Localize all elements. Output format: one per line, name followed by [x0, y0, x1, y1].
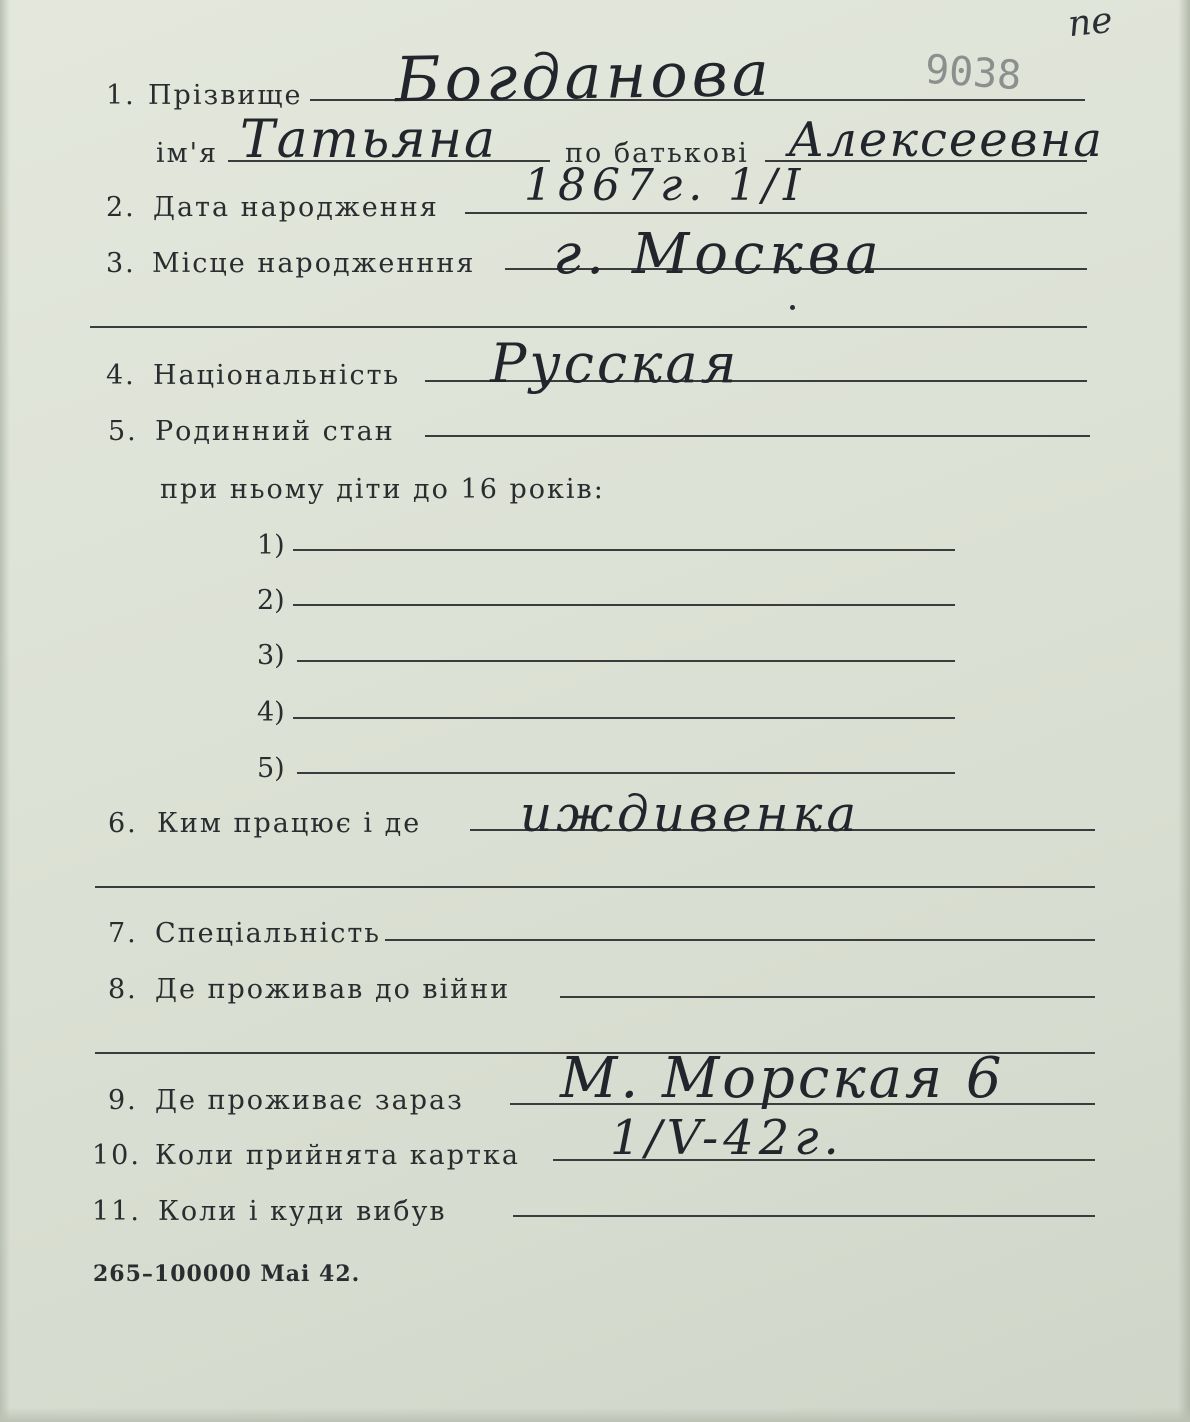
field-5-line: [425, 435, 1090, 437]
field-6-label: Ким працює і де: [157, 808, 422, 839]
patronymic-label: по батькові: [565, 138, 749, 169]
field-9-number: 9.: [108, 1085, 138, 1116]
child-3-number: 3): [257, 640, 285, 671]
handwritten-surname: Богданова: [394, 36, 774, 117]
field-8-number: 8.: [108, 974, 138, 1005]
field-7-number: 7.: [108, 918, 138, 949]
handwritten-birth-place: г. Москва: [553, 222, 884, 287]
field-8-line: [560, 996, 1095, 998]
handwritten-birth-date: 1867г. 1/I: [524, 160, 807, 211]
card-edge-shadow-right: [1178, 0, 1190, 1422]
child-2-line: [293, 604, 955, 606]
pencil-corner-note: пе: [1065, 0, 1115, 46]
child-4-number: 4): [257, 697, 285, 728]
field-6-extra-line: [95, 886, 1095, 888]
pencil-number-note: 9038: [923, 46, 1023, 100]
child-2-number: 2): [257, 585, 285, 616]
field-5-number: 5.: [108, 416, 138, 447]
handwritten-nationality: Русская: [490, 332, 740, 395]
card-edge-shadow-bottom: [0, 1408, 1190, 1422]
handwritten-occupation: иждивенка: [520, 785, 861, 843]
field-11-line: [513, 1215, 1095, 1217]
field-8-label: Де проживав до війни: [155, 974, 511, 1005]
card-edge-shadow-left: [0, 0, 10, 1422]
child-4-line: [293, 717, 955, 719]
children-label: при ньому діти до 16 років:: [160, 474, 605, 505]
field-1-label: Прізвище: [148, 80, 303, 111]
field-11-number: 11.: [92, 1196, 141, 1227]
child-5-line: [297, 772, 955, 774]
handwritten-first-name: Татьяна: [240, 110, 497, 170]
field-10-label: Коли прийнята картка: [155, 1140, 520, 1171]
field-10-number: 10.: [92, 1140, 141, 1171]
print-code: 265–100000 Mai 42.: [93, 1261, 361, 1287]
handwritten-patronymic: Алексеевна: [788, 112, 1104, 168]
child-1-number: 1): [257, 530, 285, 561]
field-7-line: [385, 939, 1095, 941]
field-11-label: Коли і куди вибув: [158, 1196, 447, 1227]
child-1-line: [293, 549, 955, 551]
field-3-extra-line: [90, 326, 1087, 328]
field-2-number: 2.: [106, 192, 136, 223]
field-2-line: [465, 212, 1087, 214]
field-4-label: Національність: [153, 360, 401, 391]
field-9-label: Де проживає зараз: [155, 1085, 464, 1116]
ink-dot: [790, 305, 795, 310]
field-2-label: Дата народження: [153, 192, 439, 223]
child-5-number: 5): [257, 753, 285, 784]
field-5-label: Родинний стан: [155, 416, 395, 447]
handwritten-card-accepted: 1/V-42г.: [610, 1110, 844, 1166]
first-name-label: ім'я: [156, 138, 219, 169]
field-7-label: Спеціальність: [155, 918, 381, 949]
handwritten-current-address: М. Морская 6: [560, 1046, 1005, 1111]
field-4-number: 4.: [106, 360, 136, 391]
field-3-label: Місце народженння: [152, 248, 476, 279]
field-1-number: 1.: [106, 80, 136, 111]
child-3-line: [297, 660, 955, 662]
field-3-number: 3.: [106, 248, 136, 279]
field-6-number: 6.: [108, 808, 138, 839]
